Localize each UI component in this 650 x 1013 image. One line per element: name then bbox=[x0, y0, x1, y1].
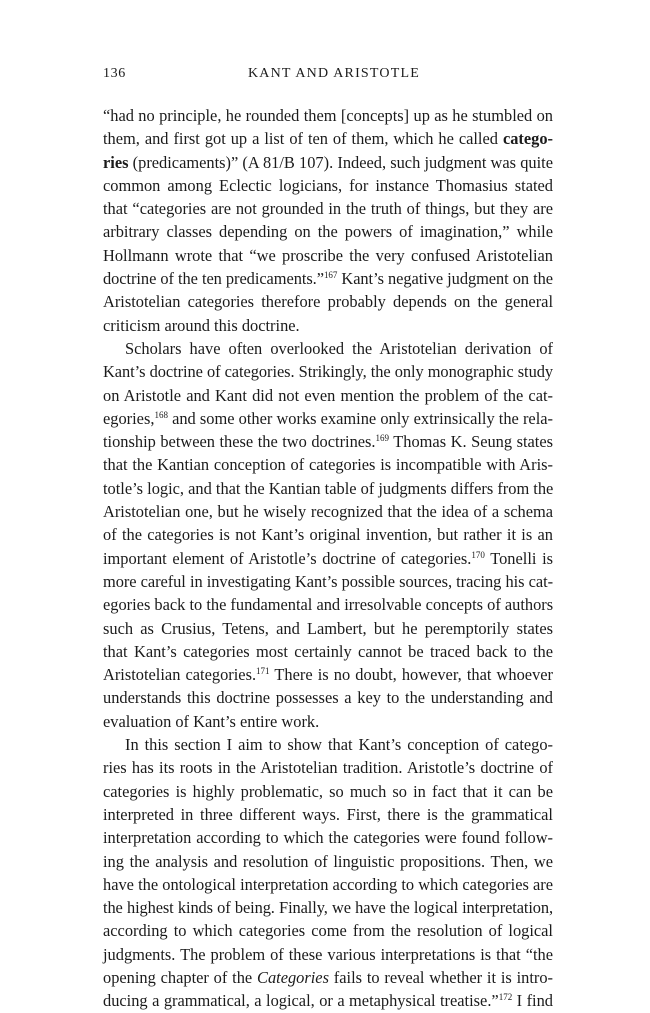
text-run: that the Kantian conception of categories is incompatible with Aris- bbox=[103, 455, 553, 475]
text-line bbox=[103, 500, 553, 523]
text-line bbox=[103, 290, 553, 313]
text-run: categories is highly problematic, so much so in fact that it can be bbox=[103, 781, 553, 801]
text-run: of the categories is not Kant’s original invention, but rather it is an bbox=[103, 525, 553, 545]
text-line bbox=[103, 733, 553, 756]
text-run: them, and first got up a list of ten of them, which he called bbox=[103, 129, 503, 149]
text-run: that Kant’s categories most certainly cannot be traced back to the bbox=[103, 641, 553, 661]
text-run: understands this doctrine possesses a key to the understanding and bbox=[103, 688, 553, 708]
text-line bbox=[103, 896, 553, 919]
text-line bbox=[103, 360, 553, 383]
text-run: In this section I aim to show that Kant’s conception of catego- bbox=[125, 735, 553, 755]
text-line bbox=[103, 314, 553, 337]
text-line bbox=[103, 430, 553, 453]
text-line bbox=[103, 710, 553, 733]
text-line bbox=[103, 151, 553, 174]
text-line bbox=[103, 780, 553, 803]
text-line bbox=[103, 384, 553, 407]
text-line bbox=[103, 966, 553, 989]
footnote-reference: 170 bbox=[471, 549, 485, 560]
text-run: important element of Aristotle’s doctrine of categories. bbox=[103, 548, 472, 568]
body-text bbox=[103, 104, 553, 1013]
text-run: “had no principle, he rounded them [concepts] up as he stumbled on bbox=[103, 106, 553, 125]
text-line bbox=[103, 640, 553, 663]
text-line bbox=[103, 547, 553, 570]
text-line bbox=[103, 267, 553, 290]
text-run: interpretation according to which the categories were found follow- bbox=[103, 828, 553, 848]
text-line bbox=[103, 686, 553, 709]
text-line bbox=[103, 127, 553, 150]
running-head bbox=[103, 66, 553, 86]
text-run: on Aristotle and Kant did not even mention the problem of the cat- bbox=[103, 385, 553, 405]
text-line bbox=[103, 756, 553, 779]
text-run: Hollmann wrote that “we proscribe the very confused Aristotelian bbox=[103, 245, 553, 265]
text-run: interpreted in three different ways. First, there is the grammatical bbox=[103, 804, 553, 824]
footnote-reference: 172 bbox=[498, 992, 513, 1003]
text-run: such as Crusius, Tetens, and Lambert, but he peremptorily states bbox=[103, 618, 553, 638]
text-run: ducing a grammatical, a logical, or a metaphysical treatise.” bbox=[103, 991, 499, 1011]
text-run: egories, bbox=[103, 408, 155, 428]
text-run: Aristotelian categories therefore probably depends on the general bbox=[103, 292, 553, 312]
text-run: totle’s logic, and that the Kantian table of judgments differs from the bbox=[103, 478, 554, 498]
text-run: ries has its roots in the Aristotelian tradition. Aristotle’s doctrine of bbox=[103, 758, 553, 778]
text-run: doctrine of the ten predicaments.” bbox=[103, 269, 324, 289]
text-run: ing the analysis and resolution of linguistic propositions. Then, we bbox=[103, 851, 553, 871]
text-run: according to which categories come from the resolution of logical bbox=[103, 921, 553, 941]
bold-term: ries bbox=[103, 152, 129, 172]
footnote-reference: 168 bbox=[154, 409, 168, 420]
text-line bbox=[103, 104, 553, 127]
text-line bbox=[103, 477, 553, 500]
footnote-reference: 171 bbox=[256, 666, 270, 677]
bold-term: catego- bbox=[502, 129, 553, 149]
text-line bbox=[103, 663, 553, 686]
text-run: tionship between these the two doctrines. bbox=[103, 432, 376, 452]
text-run: Aristotelian one, but he wisely recognized that the idea of a schema bbox=[103, 502, 553, 522]
text-run: common among Eclectic logicians, for instance Thomasius stated bbox=[103, 175, 553, 195]
text-line bbox=[103, 873, 553, 896]
text-line bbox=[103, 174, 553, 197]
text-run: Thomas K. Seung states bbox=[389, 432, 553, 452]
text-line bbox=[103, 803, 553, 826]
text-run: the highest kinds of being. Finally, we have the logical interpretation, bbox=[103, 898, 553, 918]
text-run: opening chapter of the bbox=[103, 967, 258, 987]
text-run: judgments. The problem of these various interpretations is that “the bbox=[103, 944, 553, 964]
text-run: Scholars have often overlooked the Aristotelian derivation of bbox=[125, 338, 553, 358]
text-line bbox=[103, 220, 553, 243]
text-line bbox=[103, 850, 553, 873]
text-run: There is no doubt, however, that whoever bbox=[269, 665, 553, 685]
text-run: Aristotelian categories. bbox=[103, 665, 257, 685]
text-run: egories back to the fundamental and irresolvable concepts of authors bbox=[103, 595, 554, 615]
text-line bbox=[103, 826, 553, 849]
text-line bbox=[103, 570, 553, 593]
text-run: Kant’s negative judgment on the bbox=[337, 269, 553, 289]
page-number: 136 bbox=[103, 66, 126, 81]
text-line bbox=[103, 617, 553, 640]
text-run: (predicaments)” (A 81/B 107). Indeed, such judgment was quite bbox=[128, 152, 553, 172]
text-run: have the ontological interpretation according to which categories are bbox=[103, 874, 553, 894]
text-run: that “categories are not grounded in the truth of things, but they are bbox=[103, 199, 553, 219]
text-line bbox=[103, 593, 553, 616]
text-run: criticism around this doctrine. bbox=[103, 315, 300, 335]
text-line bbox=[103, 919, 553, 942]
text-run: evaluation of Kant’s entire work. bbox=[103, 711, 320, 731]
footnote-reference: 167 bbox=[323, 270, 338, 281]
running-title: KANT AND ARISTOTLE bbox=[248, 66, 420, 81]
italic-title: Categories bbox=[257, 967, 329, 987]
text-line bbox=[103, 453, 553, 476]
text-line bbox=[103, 523, 553, 546]
text-line bbox=[103, 244, 553, 267]
text-run: and some other works examine only extrinsically the rela- bbox=[167, 408, 553, 428]
text-line bbox=[103, 197, 553, 220]
text-run: Kant’s doctrine of categories. Strikingly, the only monographic study bbox=[103, 362, 553, 382]
text-line bbox=[103, 337, 553, 360]
text-run: arbitrary classes depending on the powers of imagination,” while bbox=[103, 222, 553, 242]
text-line bbox=[103, 943, 553, 966]
footnote-reference: 169 bbox=[375, 433, 390, 444]
text-line bbox=[103, 989, 553, 1012]
text-run: I find bbox=[512, 991, 553, 1011]
text-run: fails to reveal whether it is intro- bbox=[328, 967, 553, 987]
text-run: more careful in investigating Kant’s possible sources, tracing his cat- bbox=[103, 571, 553, 591]
text-run: Tonelli is bbox=[484, 548, 554, 568]
text-line bbox=[103, 407, 553, 430]
